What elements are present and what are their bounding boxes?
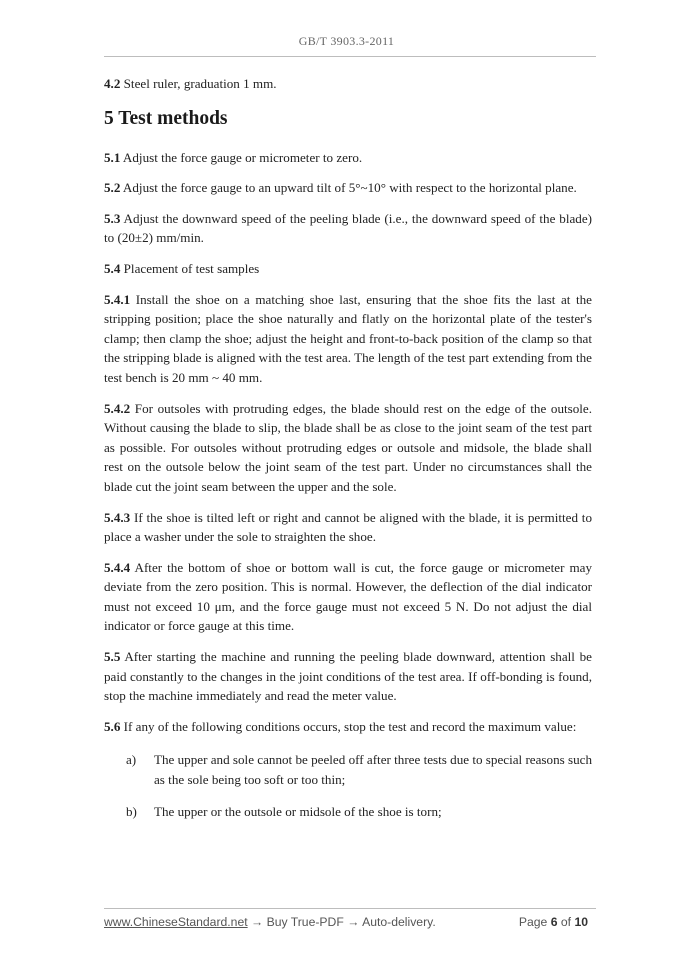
footer-divider (104, 908, 596, 909)
site-link[interactable]: www.ChineseStandard.net (104, 915, 248, 929)
clause-text: After the bottom of shoe or bottom wall is cut, the force gauge or micrometer may deviate from the zero position. This is normal. However, the deflection of the dial indicator must not exceed 10 μm, and the force gauge must not exceed 5 N. Do not adjust the dial indicator or force gauge at this time. (104, 559, 592, 634)
clause-number: 4.2 (104, 76, 121, 91)
clause-text: Adjust the downward speed of the peeling blade (i.e., the downward speed of the blade) to (20±2) mm/min. (104, 210, 592, 246)
total-pages: 10 (574, 915, 588, 929)
clause-number: 5.3 (104, 210, 121, 226)
clause-text: Adjust the force gauge or micrometer to zero. (120, 149, 363, 165)
clause-number: 5.4 (104, 260, 121, 276)
section-heading: 5 Test methods (104, 107, 228, 129)
header-divider (104, 56, 596, 57)
clause-number: 5.1 (104, 149, 121, 165)
clause-5-1 (104, 148, 592, 168)
clause-5-4-2 (104, 399, 592, 497)
clause-number: 5.2 (104, 180, 121, 196)
list-marker: a) (126, 752, 137, 768)
clause-5-3 (104, 209, 592, 248)
clause-5-6 (104, 717, 592, 737)
buy-pdf-link[interactable]: Buy True-PDF (266, 915, 344, 929)
list-item-text: The upper and sole cannot be peeled off after three tests due to special reasons such as the sole being too soft or too thin; (154, 752, 592, 788)
clause-text: Placement of test samples (120, 260, 260, 276)
standard-code: GB/T 3903.3-2011 (298, 34, 395, 48)
list-marker: b) (126, 803, 137, 819)
clause-number: 5.4.1 (104, 291, 131, 307)
clause-5-4 (104, 259, 592, 279)
clause-text: If the shoe is tilted left or right and cannot be aligned with the blade, it is permitted to place a washer under the sole to straighten the shoe. (104, 509, 592, 545)
clause-text: If any of the following conditions occurs, stop the test and record the maximum value: (120, 718, 577, 734)
page-label: Page (518, 915, 551, 929)
arrow-icon: → (247, 915, 267, 929)
clause-number: 5.5 (104, 649, 121, 665)
clause-text: Adjust the force gauge to an upward tilt of 5°~10° with respect to the horizontal plane. (120, 180, 577, 196)
clause-text: Install the shoe on a matching shoe last, ensuring that the shoe fits the last at the stripping position; place the shoe naturally and flatly on the horizontal plate of the tester's clamp; then clamp the shoe; adjust the height and front-to-back position of the clamp so that the stripping blade is aligned with the test area. The length of the test part extending from the test bench is 20 mm ~ 40 mm. (104, 291, 592, 385)
current-page: 6 (550, 915, 558, 929)
arrow-icon: → (343, 915, 363, 929)
clause-number: 5.6 (104, 718, 121, 734)
clause-5-5 (104, 647, 592, 706)
clause-5-4-3 (104, 508, 592, 547)
page-header (0, 34, 693, 49)
clause-number: 5.4.3 (104, 509, 131, 525)
clause-text: For outsoles with protruding edges, the blade should rest on the edge of the outsole. Without causing the blade to slip, the blade shall be as close to the joint seam of the test part as possible. For outsoles without protruding edges or outsole and midsole, the blade shall rest on the outsole below the joint seam of the test part. Under no circumstances shall the blade cut the joint seam between the upper and the sole. (104, 400, 592, 494)
clause-text: After starting the machine and running the peeling blade downward, attention shall be paid constantly to the changes in the joint conditions of the test area. If off-bonding is found, stop the machine immediately and read the meter value. (104, 649, 592, 704)
of-label: of (557, 915, 575, 929)
document-body (104, 74, 592, 833)
clause-number: 5.4.4 (104, 559, 131, 575)
list-item (126, 802, 592, 822)
clause-4-2 (104, 74, 592, 94)
clause-text: Steel ruler, graduation 1 mm. (120, 76, 277, 91)
list-item (126, 750, 592, 789)
page-footer (104, 915, 588, 933)
page-number (519, 915, 588, 929)
clause-5-2 (104, 178, 592, 198)
footer-links (104, 915, 436, 929)
delivery-text: Auto-delivery. (362, 915, 436, 929)
clause-5-4-1 (104, 290, 592, 388)
list-item-text: The upper or the outsole or midsole of the shoe is torn; (154, 803, 442, 819)
clause-number: 5.4.2 (104, 400, 131, 416)
clause-5-4-4 (104, 558, 592, 636)
